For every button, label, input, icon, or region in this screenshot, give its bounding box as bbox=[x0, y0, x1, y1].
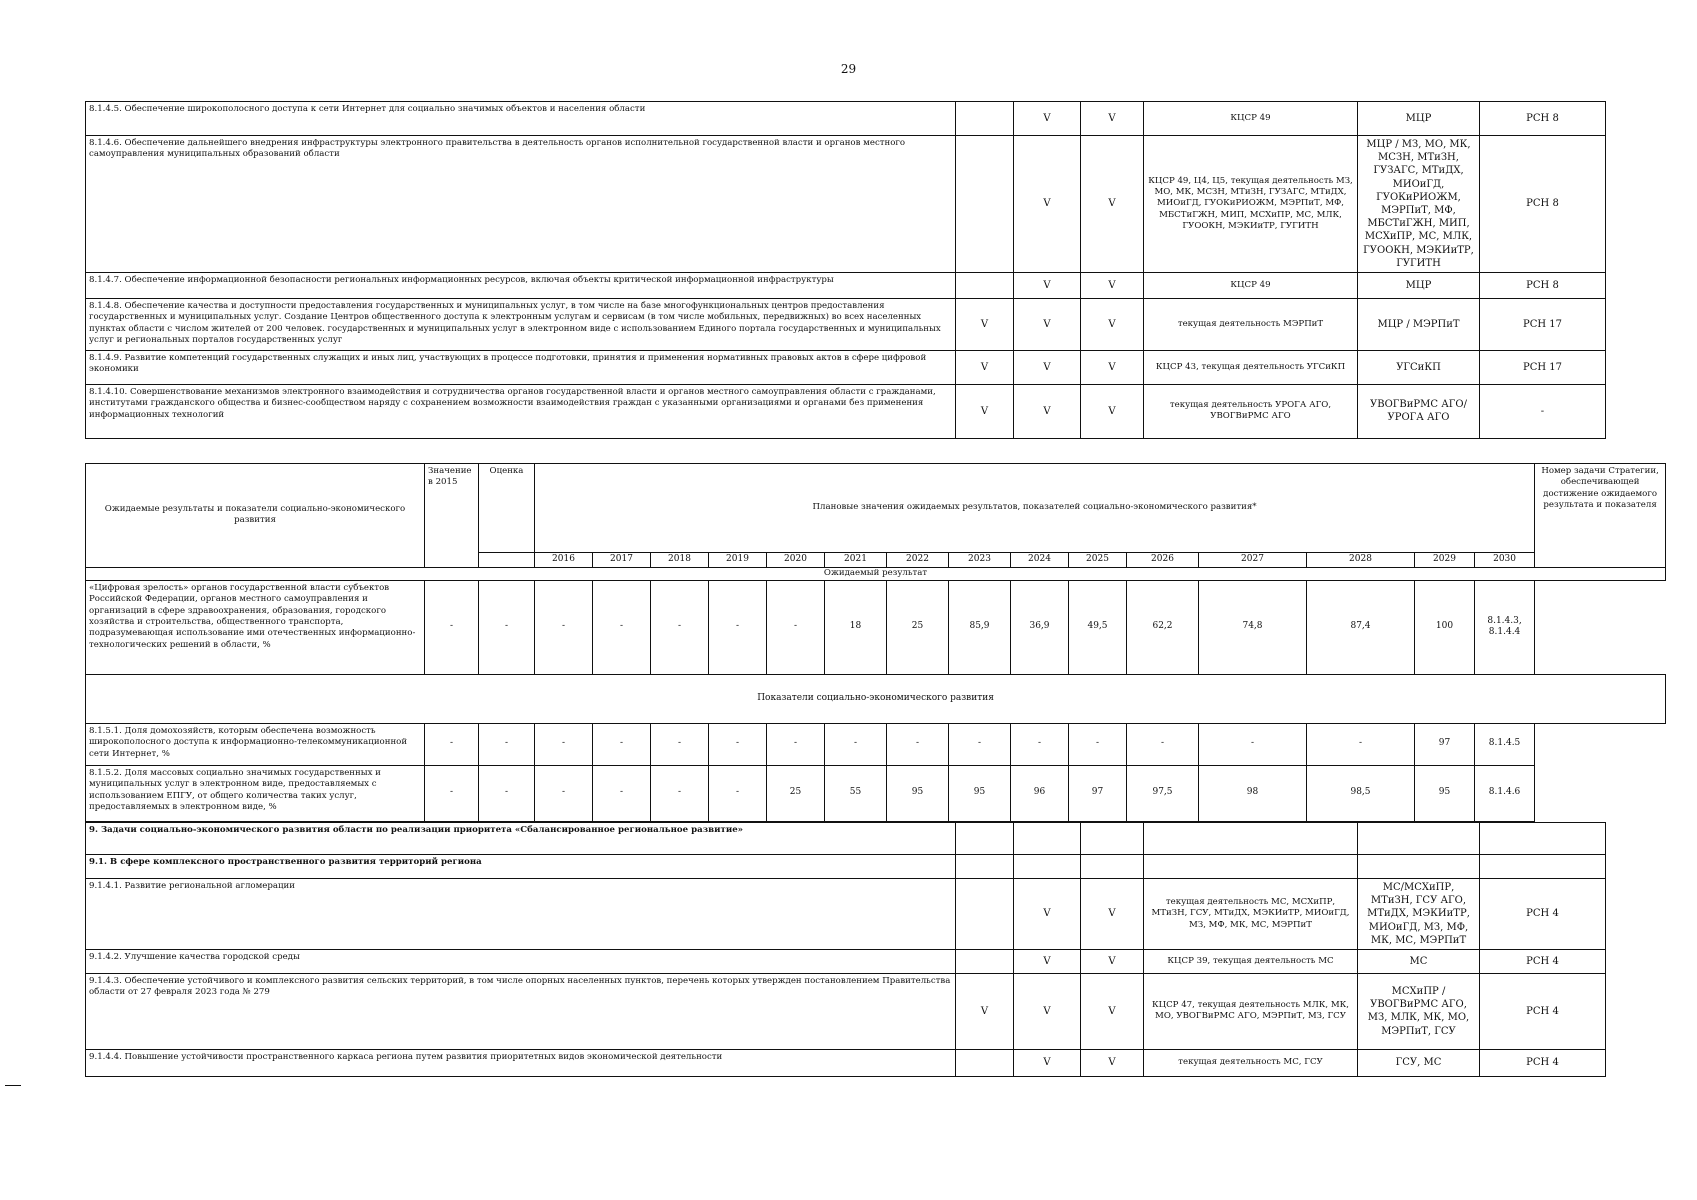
indicator-value: 74,8 bbox=[1199, 580, 1307, 674]
funding-source: КЦСР 49 bbox=[1144, 272, 1358, 298]
result-row bbox=[86, 580, 1666, 674]
executor: МС/МСХиПР, МТиЗН, ГСУ АГО, МТиДХ, МЭКИиТР, МИОиГД, МЗ, МФ, МК, МС, МЭРПиТ bbox=[1358, 879, 1480, 950]
mark-col-3: V bbox=[1081, 949, 1144, 973]
indicator-task: 8.1.4.5 bbox=[1475, 723, 1535, 765]
mark-col-1 bbox=[956, 272, 1014, 298]
mark-col-1 bbox=[956, 136, 1014, 273]
indicator-value: 100 bbox=[1415, 580, 1475, 674]
tasks-table-8-body bbox=[86, 102, 1606, 439]
executor: УГСиКП bbox=[1358, 350, 1480, 384]
task-text: 8.1.4.10. Совершенствование механизмов электронного взаимодействия и сотрудничества органов государственной власти и органов местного самоуправления области с гражданами, институтами гражданского общества и бизнес-сообществом наряду с сохранением возможности взаимодействия граждан с указанными организациями и органами без применения информационных технологий bbox=[86, 384, 956, 438]
indicator-rows bbox=[86, 723, 1666, 821]
indicator-value: 18 bbox=[825, 580, 887, 674]
task-row bbox=[86, 102, 1606, 136]
task-row bbox=[86, 384, 1606, 438]
indicator-value: 85,9 bbox=[949, 580, 1011, 674]
indicator-value: 62,2 bbox=[1127, 580, 1199, 674]
executor: УВОГВиРМС АГО/УРОГА АГО bbox=[1358, 384, 1480, 438]
indicator-value: - bbox=[425, 580, 479, 674]
year-header: 2018 bbox=[651, 553, 709, 568]
value-2015-header: Значение в 2015 bbox=[425, 464, 479, 568]
indicator-label: «Цифровая зрелость» органов государственной власти субъектов Российской Федерации, органов местного самоуправления и организаций в сфере здравоохранения, образования, городского хозяйства и строительства, общественного транспорта, подразумевающая использование ими отечественных информационно-технологических решений в области, % bbox=[86, 580, 425, 674]
task-text: 8.1.4.6. Обеспечение дальнейшего внедрения инфраструктуры электронного правительства в деятельность органов исполнительной государственной власти и органов местного самоуправления муниципальных образований области bbox=[86, 136, 956, 273]
rsn-code: РСН 4 bbox=[1480, 973, 1606, 1049]
planned-values-header: Плановые значения ожидаемых результатов, показателей социально-экономического развития* bbox=[535, 464, 1535, 553]
task-text: 8.1.4.5. Обеспечение широкополосного доступа к сети Интернет для социально значимых объектов и населения области bbox=[86, 102, 956, 136]
mark-col-3: V bbox=[1081, 384, 1144, 438]
indicator-value: - bbox=[709, 723, 767, 765]
year-header: 2020 bbox=[767, 553, 825, 568]
indicator-value: - bbox=[651, 723, 709, 765]
rsn-code: РСН 4 bbox=[1480, 879, 1606, 950]
year-header: 2030 bbox=[1475, 553, 1535, 568]
mark-col-1 bbox=[956, 879, 1014, 950]
funding-source: КЦСР 49 bbox=[1144, 102, 1358, 136]
empty-cell bbox=[1480, 823, 1606, 855]
indicator-value: 95 bbox=[949, 765, 1011, 821]
indicator-value: - bbox=[887, 723, 949, 765]
indicator-value: 98 bbox=[1199, 765, 1307, 821]
task-row bbox=[86, 879, 1606, 950]
indicator-value: - bbox=[1199, 723, 1307, 765]
year-header: 2023 bbox=[949, 553, 1011, 568]
task-row bbox=[86, 272, 1606, 298]
indicator-value: - bbox=[593, 723, 651, 765]
task-text: 8.1.4.8. Обеспечение качества и доступности предоставления государственных и муниципальных услуг, в том числе на базе многофункциональных центров предоставления государственных и муниципальных услуг. Создание Центров общественного доступа к электронным услугам и сервисам (в том числе мобильных, передвижных) во всех населенных пунктах области с числом жителей от 200 человек. государственных и муниципальных услуг в электронном виде с использованием Единого портала государственных и муниципальных услуг и региональных порталов государственных услуг bbox=[86, 298, 956, 350]
indicators-table bbox=[85, 463, 1666, 822]
mark-col-2: V bbox=[1014, 879, 1081, 950]
indicator-value: - bbox=[535, 765, 593, 821]
tasks-table-8 bbox=[85, 101, 1606, 439]
year-header: 2019 bbox=[709, 553, 767, 568]
mark-col-3: V bbox=[1081, 272, 1144, 298]
task-row bbox=[86, 350, 1606, 384]
heading-9: 9. Задачи социально-экономического развития области по реализации приоритета «Сбалансированное региональное развитие» bbox=[86, 823, 956, 855]
expected-result-label: Ожидаемый результат bbox=[86, 567, 1666, 580]
estimate-header: Оценка bbox=[479, 464, 535, 553]
tasks-table-9-body bbox=[86, 879, 1606, 1077]
funding-source: текущая деятельность МС, МСХиПР, МТиЗН, ГСУ, МТиДХ, МЭКИиТР, МИОиГД, МЗ, МФ, МК, МС, МЭРПиТ bbox=[1144, 879, 1358, 950]
year-header: 2016 bbox=[535, 553, 593, 568]
indicator-value: 87,4 bbox=[1307, 580, 1415, 674]
task-text: 8.1.4.7. Обеспечение информационной безопасности региональных информационных ресурсов, включая объекты критической информационной инфраструктуры bbox=[86, 272, 956, 298]
empty-cell bbox=[956, 855, 1014, 879]
empty-cell bbox=[1144, 855, 1358, 879]
funding-source: КЦСР 43, текущая деятельность УГСиКП bbox=[1144, 350, 1358, 384]
indicator-value: - bbox=[709, 765, 767, 821]
indicator-task: 8.1.4.6 bbox=[1475, 765, 1535, 821]
empty-cell bbox=[1144, 823, 1358, 855]
indicator-value: - bbox=[479, 765, 535, 821]
funding-source: текущая деятельность УРОГА АГО, УВОГВиРМС АГО bbox=[1144, 384, 1358, 438]
mark-col-1: V bbox=[956, 298, 1014, 350]
indicator-value: 97 bbox=[1069, 765, 1127, 821]
mark-col-1 bbox=[956, 1049, 1014, 1076]
indicator-value: - bbox=[651, 765, 709, 821]
task-text: 8.1.4.9. Развитие компетенций государственных служащих и иных лиц, участвующих в процессе подготовки, принятия и применения нормативных правовых актов в сфере цифровой экономики bbox=[86, 350, 956, 384]
funding-source: КЦСР 49, Ц4, Ц5, текущая деятельность МЗ, МО, МК, МСЗН, МТиЗН, ГУЗАГС, МТиДХ, МИОиГД, ГУОКиРИОЖМ, МЭРПиТ, МФ, МБСТиГЖН, МИП, МСХиПР, МС, МЛК, ГУООКН, МЭКИиТР, ГУГИТН bbox=[1144, 136, 1358, 273]
mark-col-2: V bbox=[1014, 298, 1081, 350]
executor: МСХиПР / УВОГВиРМС АГО, МЗ, МЛК, МК, МО, МЭРПиТ, ГСУ bbox=[1358, 973, 1480, 1049]
rsn-code: - bbox=[1480, 384, 1606, 438]
indicator-value: - bbox=[593, 580, 651, 674]
indicator-value: - bbox=[1307, 723, 1415, 765]
rsn-code: РСН 4 bbox=[1480, 1049, 1606, 1076]
indicator-row bbox=[86, 765, 1666, 821]
mark-col-3: V bbox=[1081, 350, 1144, 384]
task-row bbox=[86, 973, 1606, 1049]
empty-cell bbox=[1480, 855, 1606, 879]
page-number: 29 bbox=[840, 62, 857, 76]
mark-col-3: V bbox=[1081, 879, 1144, 950]
indicator-value: - bbox=[593, 765, 651, 821]
executor: МЦР / МЭРПиТ bbox=[1358, 298, 1480, 350]
empty-cell bbox=[1358, 823, 1480, 855]
year-header: 2022 bbox=[887, 553, 949, 568]
year-header: 2026 bbox=[1127, 553, 1199, 568]
mark-col-2: V bbox=[1014, 102, 1081, 136]
tasks-table-9 bbox=[85, 822, 1606, 1077]
margin-mark bbox=[5, 1085, 21, 1086]
indicator-value: 49,5 bbox=[1069, 580, 1127, 674]
funding-source: КЦСР 39, текущая деятельность МС bbox=[1144, 949, 1358, 973]
mark-col-1: V bbox=[956, 350, 1014, 384]
mark-col-1 bbox=[956, 102, 1014, 136]
empty-cell bbox=[1014, 855, 1081, 879]
indicator-value: 95 bbox=[1415, 765, 1475, 821]
indicator-value: 96 bbox=[1011, 765, 1069, 821]
executor: МЦР bbox=[1358, 102, 1480, 136]
mark-col-1: V bbox=[956, 384, 1014, 438]
year-header: 2021 bbox=[825, 553, 887, 568]
empty-cell bbox=[956, 823, 1014, 855]
rsn-code: РСН 8 bbox=[1480, 102, 1606, 136]
section-title: Показатели социально-экономического развития bbox=[86, 674, 1666, 723]
indicator-task: 8.1.4.3, 8.1.4.4 bbox=[1475, 580, 1535, 674]
task-text: 9.1.4.4. Повышение устойчивости пространственного каркаса региона путем развития приоритетных видов экономической деятельности bbox=[86, 1049, 956, 1076]
year-header: 2028 bbox=[1307, 553, 1415, 568]
indicator-value: - bbox=[709, 580, 767, 674]
executor: ГСУ, МС bbox=[1358, 1049, 1480, 1076]
empty-cell bbox=[1081, 855, 1144, 879]
rsn-code: РСН 4 bbox=[1480, 949, 1606, 973]
indicator-value: 25 bbox=[887, 580, 949, 674]
year-header: 2017 bbox=[593, 553, 651, 568]
mark-col-3: V bbox=[1081, 102, 1144, 136]
task-number-header: Номер задачи Стратегии, обеспечивающей достижение ожидаемого результата и показателя bbox=[1535, 464, 1666, 568]
funding-source: текущая деятельность МЭРПиТ bbox=[1144, 298, 1358, 350]
indicator-value: - bbox=[535, 723, 593, 765]
executor: МС bbox=[1358, 949, 1480, 973]
indicator-value: - bbox=[949, 723, 1011, 765]
task-text: 9.1.4.3. Обеспечение устойчивого и комплексного развития сельских территорий, в том числе опорных населенных пунктов, перечень которых утвержден постановлением Правительства области от 27 февраля 2023 года № 279 bbox=[86, 973, 956, 1049]
year-header: 2025 bbox=[1069, 553, 1127, 568]
mark-col-1: V bbox=[956, 973, 1014, 1049]
year-header: 2024 bbox=[1011, 553, 1069, 568]
indicator-value: 55 bbox=[825, 765, 887, 821]
indicator-value: 36,9 bbox=[1011, 580, 1069, 674]
heading-9-1: 9.1. В сфере комплексного пространственного развития территорий региона bbox=[86, 855, 956, 879]
indicator-value: - bbox=[535, 580, 593, 674]
executor: МЦР bbox=[1358, 272, 1480, 298]
estimate-spacer bbox=[479, 553, 535, 568]
mark-col-3: V bbox=[1081, 973, 1144, 1049]
executor: МЦР / МЗ, МО, МК, МСЗН, МТиЗН, ГУЗАГС, МТиДХ, МИОиГД, ГУОКиРИОЖМ, МЭРПиТ, МФ, МБСТиГЖН, МИП, МСХиПР, МС, МЛК, ГУООКН, МЭКИиТР, ГУГИТН bbox=[1358, 136, 1480, 273]
task-text: 9.1.4.1. Развитие региональной агломерации bbox=[86, 879, 956, 950]
mark-col-1 bbox=[956, 949, 1014, 973]
mark-col-2: V bbox=[1014, 1049, 1081, 1076]
indicator-value: - bbox=[425, 723, 479, 765]
mark-col-2: V bbox=[1014, 949, 1081, 973]
indicator-value: 98,5 bbox=[1307, 765, 1415, 821]
task-text: 9.1.4.2. Улучшение качества городской среды bbox=[86, 949, 956, 973]
task-row bbox=[86, 298, 1606, 350]
task-row bbox=[86, 949, 1606, 973]
rsn-code: РСН 8 bbox=[1480, 136, 1606, 273]
mark-col-2: V bbox=[1014, 136, 1081, 273]
indicator-value: - bbox=[651, 580, 709, 674]
indicator-value: - bbox=[479, 723, 535, 765]
indicator-label: 8.1.5.2. Доля массовых социально значимых государственных и муниципальных услуг в электронном виде, предоставляемых с использованием ЕПГУ, от общего количества таких услуг, предоставляемых в электронном виде, % bbox=[86, 765, 425, 821]
task-row bbox=[86, 136, 1606, 273]
indicator-label: 8.1.5.1. Доля домохозяйств, которым обеспечена возможность широкополосного доступа к информационно-телекоммуникационной сети Интернет, % bbox=[86, 723, 425, 765]
mark-col-2: V bbox=[1014, 973, 1081, 1049]
year-header: 2027 bbox=[1199, 553, 1307, 568]
mark-col-3: V bbox=[1081, 136, 1144, 273]
indicator-value: 97,5 bbox=[1127, 765, 1199, 821]
empty-cell bbox=[1358, 855, 1480, 879]
empty-cell bbox=[1081, 823, 1144, 855]
mark-col-2: V bbox=[1014, 350, 1081, 384]
indicator-value: 97 bbox=[1415, 723, 1475, 765]
funding-source: текущая деятельность МС, ГСУ bbox=[1144, 1049, 1358, 1076]
indicator-value: - bbox=[479, 580, 535, 674]
indicator-value: 25 bbox=[767, 765, 825, 821]
indicators-header: Ожидаемые результаты и показатели социально-экономического развития bbox=[86, 464, 425, 568]
indicator-row bbox=[86, 723, 1666, 765]
indicator-value: - bbox=[767, 580, 825, 674]
task-row bbox=[86, 1049, 1606, 1076]
funding-source: КЦСР 47, текущая деятельность МЛК, МК, МО, УВОГВиРМС АГО, МЭРПиТ, МЗ, ГСУ bbox=[1144, 973, 1358, 1049]
indicator-value: - bbox=[1011, 723, 1069, 765]
mark-col-2: V bbox=[1014, 272, 1081, 298]
rsn-code: РСН 8 bbox=[1480, 272, 1606, 298]
mark-col-3: V bbox=[1081, 1049, 1144, 1076]
rsn-code: РСН 17 bbox=[1480, 298, 1606, 350]
indicator-value: - bbox=[425, 765, 479, 821]
empty-cell bbox=[1014, 823, 1081, 855]
rsn-code: РСН 17 bbox=[1480, 350, 1606, 384]
indicator-value: - bbox=[825, 723, 887, 765]
mark-col-3: V bbox=[1081, 298, 1144, 350]
indicator-value: 95 bbox=[887, 765, 949, 821]
mark-col-2: V bbox=[1014, 384, 1081, 438]
indicator-value: - bbox=[767, 723, 825, 765]
year-header: 2029 bbox=[1415, 553, 1475, 568]
indicator-value: - bbox=[1127, 723, 1199, 765]
indicator-value: - bbox=[1069, 723, 1127, 765]
